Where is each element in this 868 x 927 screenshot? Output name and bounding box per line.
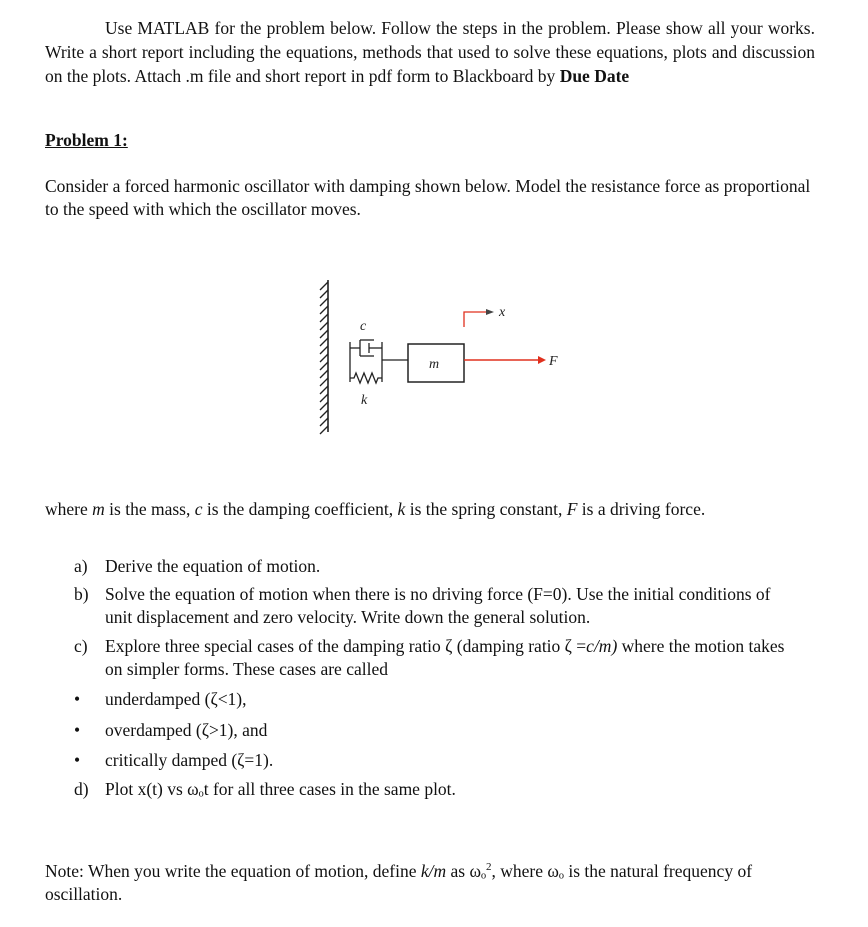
- task-a: [74, 555, 794, 578]
- bullet-overdamped: [74, 719, 267, 742]
- spring: [350, 373, 382, 383]
- damper: [350, 340, 382, 356]
- displacement-label: x: [499, 305, 506, 320]
- task-text: Derive the equation of motion.: [105, 556, 321, 576]
- task-c: [74, 635, 789, 681]
- instructions-text: Use MATLAB for the problem below. Follow the steps in the problem. Please show all your works. Write a short report including the equations, methods that used to solve these equations, plots and discussion on the plots. Attach .m file and short report in pdf form to Blackboard by: [45, 18, 815, 86]
- task-label: c): [74, 636, 88, 656]
- task-label: a): [74, 556, 88, 576]
- task-d: [74, 778, 794, 801]
- force-label: F: [549, 354, 558, 369]
- task-b: [74, 583, 789, 629]
- instructions-paragraph: [45, 16, 815, 88]
- mass-label: m: [429, 357, 440, 372]
- due-date: Due Date: [559, 66, 630, 86]
- bullet-text: overdamped (ζ>1), and: [105, 720, 268, 740]
- bullet-text: critically damped (ζ=1).: [105, 750, 274, 770]
- bullet-underdamped: [74, 688, 247, 711]
- spring-label: k: [361, 393, 368, 408]
- variable-definitions: where m is the mass, c is the damping coefficient, k is the spring constant, F is a driving force.: [45, 499, 706, 519]
- force-arrow-icon: [538, 356, 546, 364]
- bullet-text: underdamped (ζ<1),: [105, 689, 247, 709]
- task-text: Solve the equation of motion when there is no driving force (F=0). Use the initial conditions of unit displacement and zero velocity. Write down the general solution.: [105, 584, 771, 627]
- spring-mass-damper-diagram: [298, 272, 568, 442]
- displacement-arrow-icon: [486, 309, 494, 315]
- task-text: Explore three special cases of the damping ratio ζ (damping ratio ζ =c/m) where the motion takes on simpler forms. These cases are called: [105, 636, 785, 679]
- note-paragraph: Note: When you write the equation of motion, define k/m as ωₒ$^2$, where ωₒ is the natural frequency of oscillation.: [45, 860, 753, 904]
- task-label: b): [74, 584, 89, 604]
- problem-heading: Problem 1:: [45, 130, 128, 150]
- problem-description: Consider a forced harmonic oscillator with damping shown below. Model the resistance force as proportional to the speed with which the oscillator moves.: [45, 176, 811, 219]
- task-label: d): [74, 779, 89, 799]
- bullet-icon: •: [74, 720, 81, 740]
- bullet-icon: •: [74, 750, 81, 770]
- bullet-critically-damped: [74, 749, 273, 772]
- bullet-icon: •: [74, 689, 81, 709]
- wall: [320, 280, 328, 434]
- task-text: Plot x(t) vs ωₒt for all three cases in the same plot.: [105, 779, 456, 799]
- damper-label: c: [360, 319, 367, 334]
